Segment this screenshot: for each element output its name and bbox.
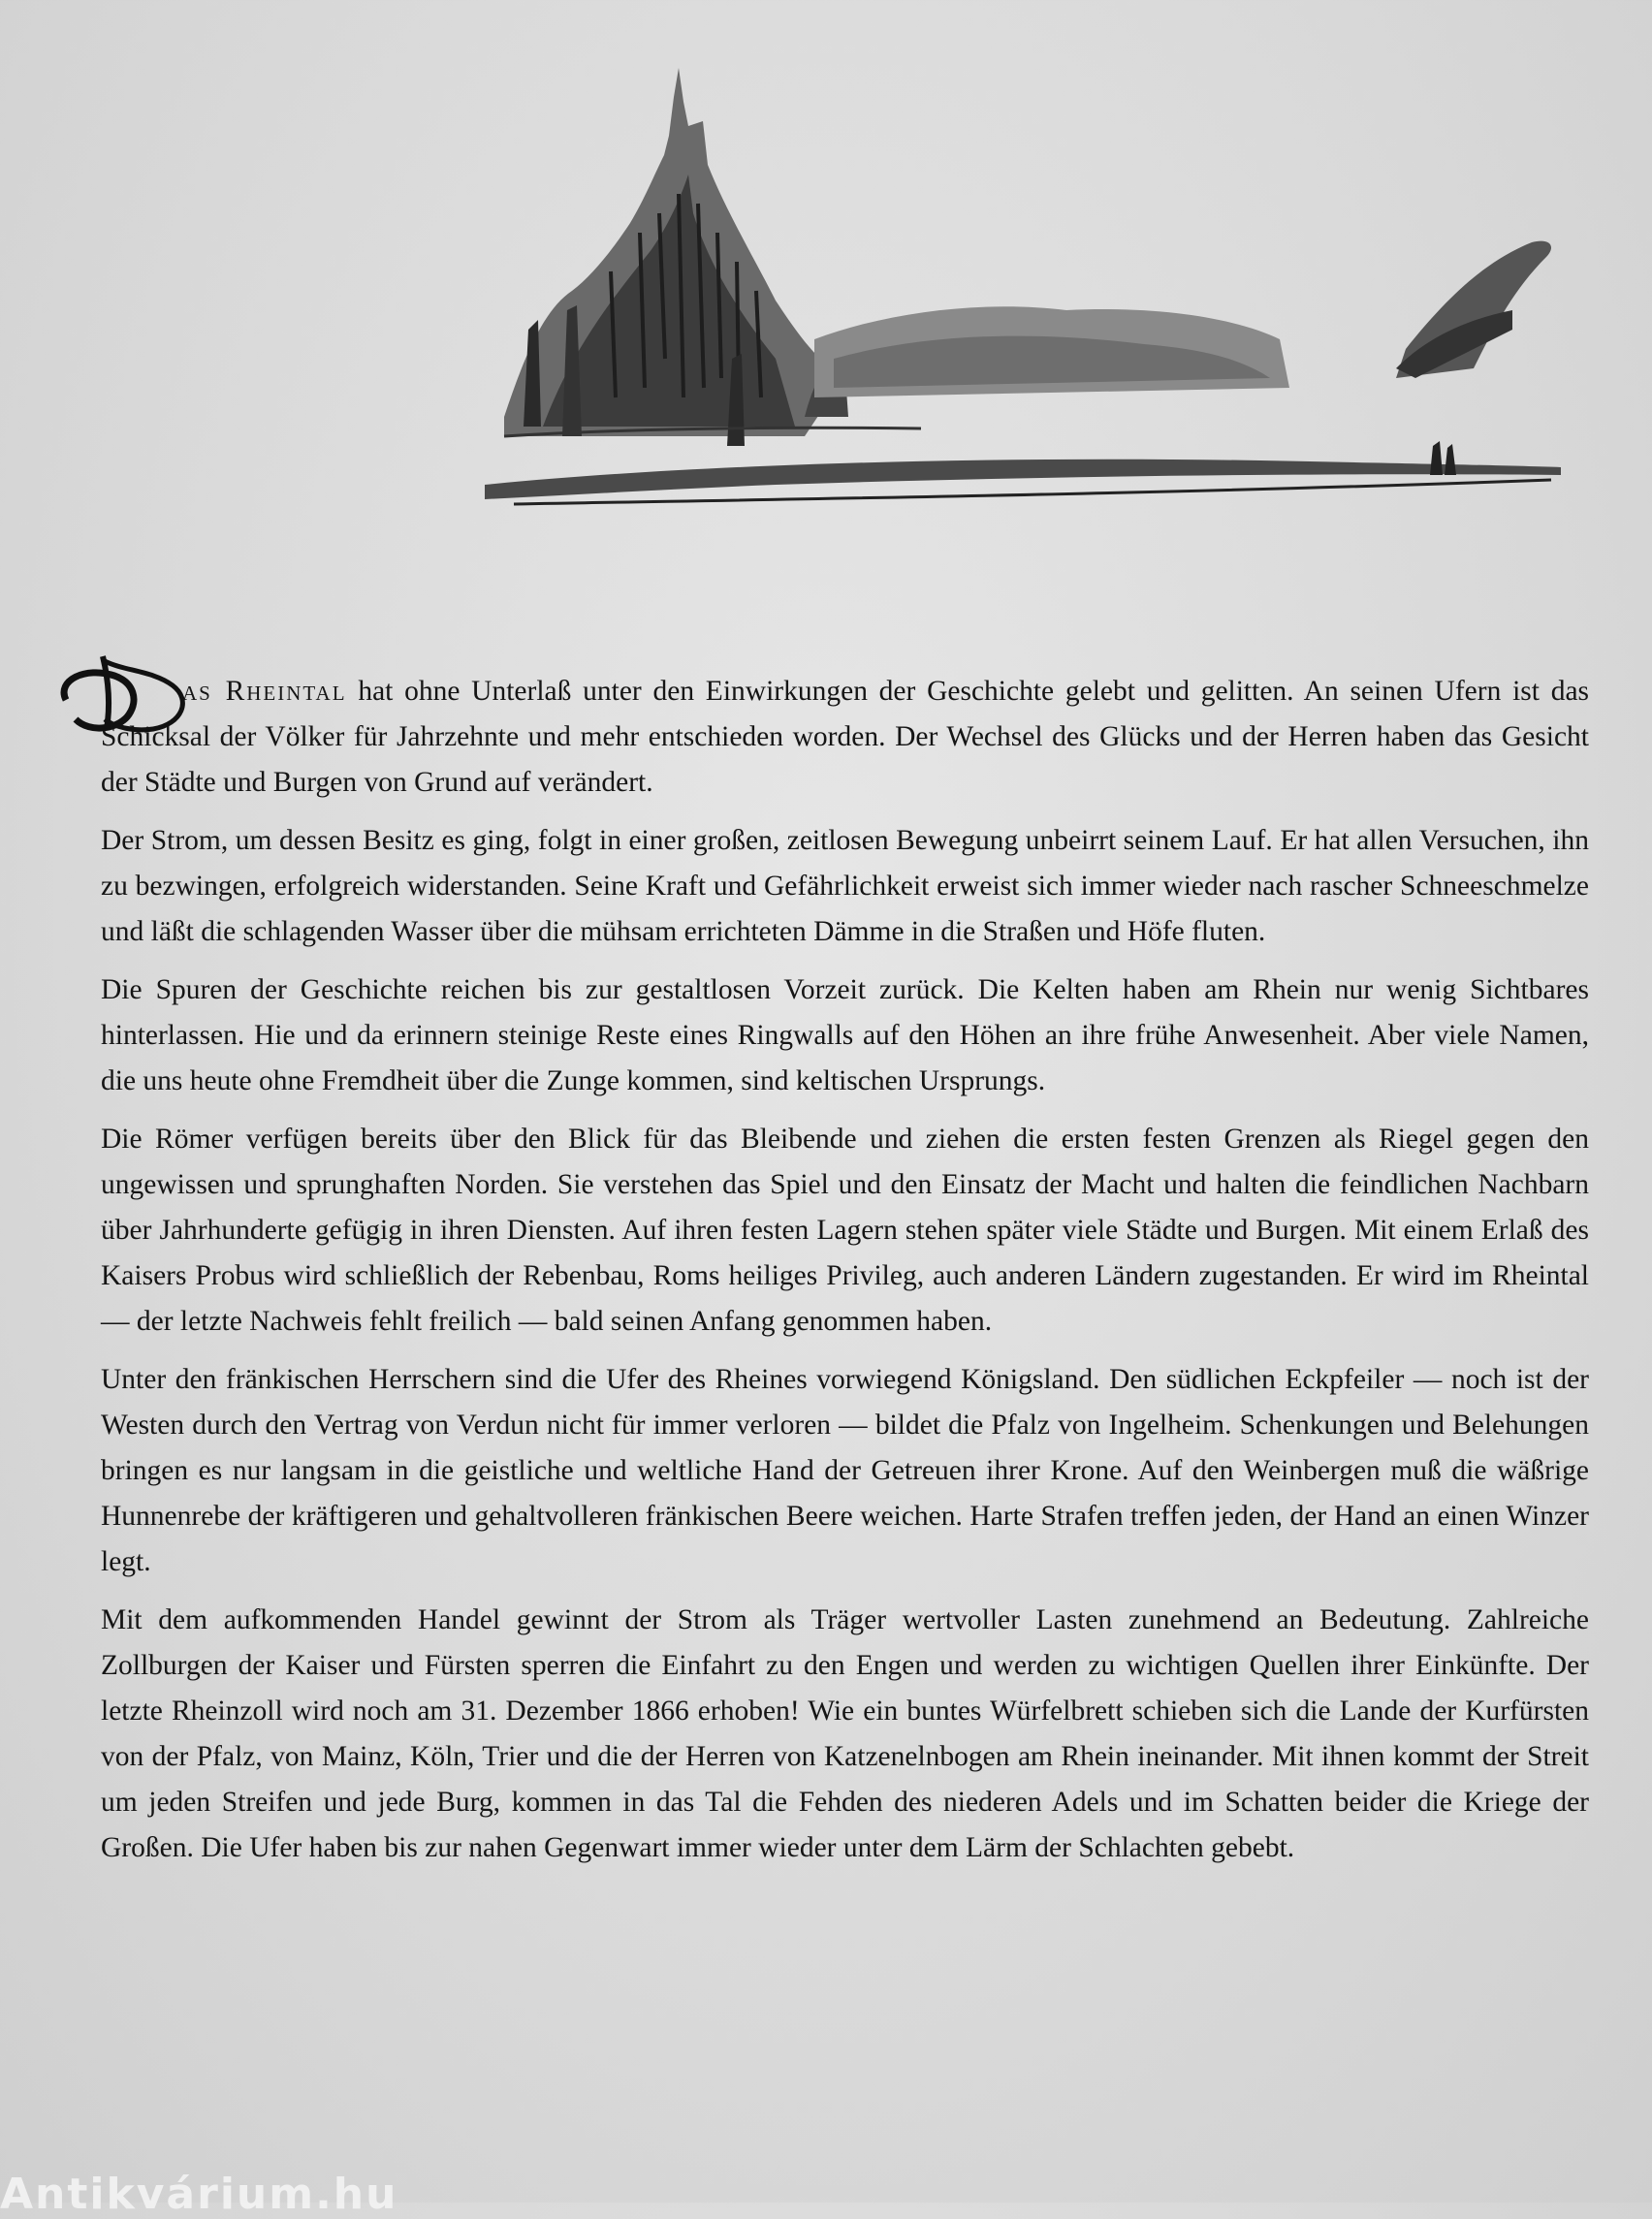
castle-landscape-illustration [485,68,1561,557]
paragraph-3: Die Spuren der Geschichte reichen bis zur gestaltlosen Vorzeit zurück. Die Kelten haben am Rhein nur wenig Sichtbares hinterlassen. Hie und da erinnern steinige Reste eines Ringwalls auf den Höhen an ihre frühe Anwesenheit. Aber viele Namen, die uns heute ohne Fremdheit über die Zunge kommen, sind keltischen Ursprungs. [101,974,1589,1096]
ornamental-d-icon [47,642,202,739]
opening-paragraph-wrap [101,669,1589,806]
watermark: Antikvárium.hu [0,2170,398,2219]
paragraph-1-text: hat ohne Unterlaß unter den Einwirkungen der Geschichte gelebt und gelitten. An seinen Ufern ist das Schicksal der Völker für Jahrzehnte und mehr entschieden worden. Der Wechsel des Glücks und der Herren haben das Gesicht der Städte und Burgen von Grund auf verändert. [101,676,1590,798]
paragraph-4: Die Römer verfügen bereits über den Blick für das Bleibende und ziehen die ersten festen Grenzen als Riegel gegen den ungewissen und sprunghaften Norden. Sie verstehen das Spiel und den Einsatz der Macht und halten die feindlichen Nachbarn über Jahrhunderte gefügig in ihren Diensten. Auf ihren festen Lagern stehen später viele Städte und Burgen. Mit einem Erlaß des Kaisers Probus wird schließlich der Rebenbau, Roms heiliges Privileg, auch anderen Ländern zugestanden. Er wird im Rheintal — der letzte Nachweis fehlt freilich — bald seinen Anfang genommen haben. [101,1124,1589,1337]
decorative-initial-d-icon [47,642,202,739]
paragraph-5: Unter den fränkischen Herrschern sind die Ufer des Rheines vorwiegend Königsland. Den südlichen Eckpfeiler — noch ist der Westen durch den Vertrag von Verdun nicht für immer verloren — bildet die Pfalz von Ingelheim. Schenkungen und Belehungen bringen es nur langsam in die geistliche und weltliche Hand der Getreuen ihrer Krone. Auf den Weinbergen muß die wäßrige Hunnenrebe der kräftigeren und gehaltvolleren fränkischen Beere weichen. Harte Strafen treffen jeden, der Hand an einen Winzer legt. [101,1364,1589,1577]
paragraph-6: Mit dem aufkommenden Handel gewinnt der Strom als Träger wertvoller Lasten zunehmend an Bedeutung. Zahlreiche Zollburgen der Kaiser und Fürsten sperren die Einfahrt zu den Engen und werden zu wichtigen Quellen ihrer Einkünfte. Der letzte Rheinzoll wird noch am 31. Dezember 1866 erhoben! Wie ein buntes Würfelbrett schieben sich die Lande der Kurfürsten von der Pfalz, von Mainz, Köln, Trier und die der Herren von Katzenelnbogen am Rhein ineinander. Mit ihnen kommt der Streit um jeden Streifen und jede Burg, kommen in das Tal die Fehden des niederen Adels und im Schatten beider die Kriege der Großen. Die Ufer haben bis zur nahen Gegenwart immer wieder unter dem Lärm der Schlachten gebebt. [101,1604,1589,1863]
rhine-castle-sketch-icon [485,68,1561,557]
paragraph-1-lead: as Rheintal [182,676,347,707]
paragraph-1 [101,669,1589,806]
paragraph-2: Der Strom, um dessen Besitz es ging, folgt in einer großen, zeitlosen Bewegung unbeirrt seinem Lauf. Er hat allen Versuchen, ihn zu bezwingen, erfolgreich widerstanden. Seine Kraft und Gefährlichkeit erweist sich immer wieder nach rascher Schneeschmelze und läßt die schlagenden Wasser über die mühsam errichteten Dämme in die Straßen und Höfe fluten. [101,825,1589,947]
article-body [101,669,1589,1884]
